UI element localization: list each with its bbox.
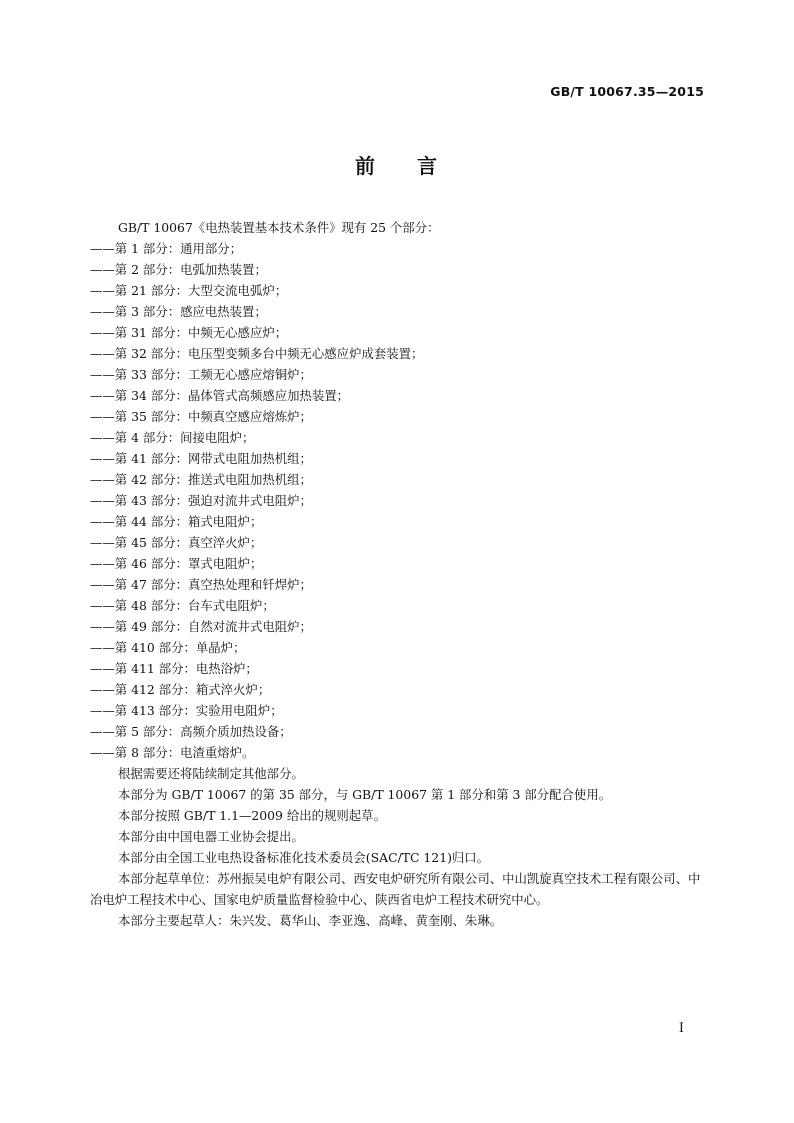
list-item: ——第 32 部分：电压型变频多台中频无心感应炉成套装置； bbox=[90, 346, 424, 361]
title-part-2: 言 bbox=[417, 154, 439, 178]
paragraph-proposer: 本部分由中国电器工业协会提出。 bbox=[118, 829, 304, 844]
list-item: ——第 2 部分：电弧加热装置； bbox=[90, 262, 267, 277]
standard-number: GB/T 10067.35—2015 bbox=[550, 84, 704, 99]
paragraph-part-relation: 本部分为 GB/T 10067 的第 35 部分，与 GB/T 10067 第 1 部分和第 3 部分配合使用。 bbox=[118, 787, 612, 802]
paragraph-drafting-rules: 本部分按照 GB/T 1.1—2009 给出的规则起草。 bbox=[118, 808, 386, 823]
list-item: ——第 31 部分：中频无心感应炉； bbox=[90, 325, 288, 340]
paragraph-drafting-units: 本部分起草单位：苏州振吴电炉有限公司、西安电炉研究所有限公司、中山凯旋真空技术工程有限公司、中冶电炉工程技术中心、国家电炉质量监督检验中心、陕西省电炉工程技术研究中心。 bbox=[90, 871, 701, 907]
list-item: ——第 3 部分：感应电热装置； bbox=[90, 304, 267, 319]
list-item: ——第 8 部分：电渣重熔炉。 bbox=[90, 745, 255, 760]
list-item: ——第 412 部分：箱式淬火炉； bbox=[90, 682, 271, 697]
list-item: ——第 33 部分：工频无心感应熔铜炉； bbox=[90, 367, 312, 382]
list-item: ——第 41 部分：网带式电阻加热机组； bbox=[90, 451, 312, 466]
list-item: ——第 413 部分：实验用电阻炉； bbox=[90, 703, 283, 718]
list-item: ——第 49 部分：自然对流井式电阻炉； bbox=[90, 619, 312, 634]
list-item: ——第 43 部分：强迫对流井式电阻炉； bbox=[90, 493, 312, 508]
title-part-1: 前 bbox=[355, 154, 377, 178]
paragraph-committee: 本部分由全国工业电热设备标准化技术委员会(SAC/TC 121)归口。 bbox=[118, 850, 490, 865]
list-item: ——第 21 部分：大型交流电弧炉； bbox=[90, 283, 288, 298]
page-number: I bbox=[678, 1021, 684, 1036]
list-item: ——第 48 部分：台车式电阻炉； bbox=[90, 598, 275, 613]
foreword-body bbox=[90, 217, 706, 931]
page-title bbox=[0, 150, 794, 179]
list-item: ——第 46 部分：罩式电阻炉； bbox=[90, 556, 263, 571]
list-item: ——第 47 部分：真空热处理和钎焊炉； bbox=[90, 577, 312, 592]
list-item: ——第 5 部分：高频介质加热设备； bbox=[90, 724, 292, 739]
list-item: ——第 45 部分：真空淬火炉； bbox=[90, 535, 263, 550]
list-item: ——第 1 部分：通用部分； bbox=[90, 241, 243, 256]
paragraph-drafters: 本部分主要起草人：朱兴发、葛华山、李亚逸、高峰、黄奎刚、朱琳。 bbox=[118, 913, 503, 928]
list-item: ——第 411 部分：电热浴炉； bbox=[90, 661, 258, 676]
intro-paragraph: GB/T 10067《电热装置基本技术条件》现有 25 个部分： bbox=[118, 220, 440, 235]
list-item: ——第 4 部分：间接电阻炉； bbox=[90, 430, 255, 445]
list-item: ——第 42 部分：推送式电阻加热机组； bbox=[90, 472, 312, 487]
list-item: ——第 410 部分：单晶炉； bbox=[90, 640, 246, 655]
list-item: ——第 34 部分：晶体管式高频感应加热装置； bbox=[90, 388, 350, 403]
list-item: ——第 44 部分：箱式电阻炉； bbox=[90, 514, 263, 529]
paragraph-other-parts: 根据需要还将陆续制定其他部分。 bbox=[118, 766, 304, 781]
list-item: ——第 35 部分：中频真空感应熔炼炉； bbox=[90, 409, 312, 424]
